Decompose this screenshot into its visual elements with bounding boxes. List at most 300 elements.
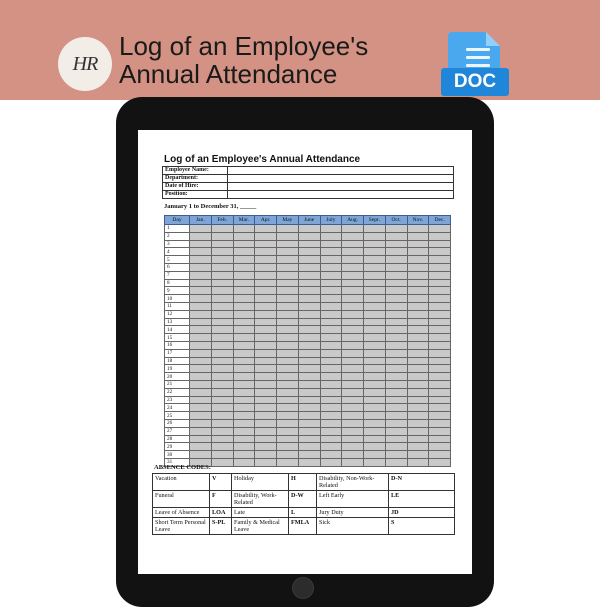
attendance-cell[interactable] [320, 380, 342, 388]
attendance-cell[interactable] [385, 458, 407, 466]
attendance-cell[interactable] [255, 412, 277, 420]
attendance-cell[interactable] [255, 435, 277, 443]
attendance-cell[interactable] [429, 232, 451, 240]
attendance-cell[interactable] [233, 287, 255, 295]
attendance-cell[interactable] [255, 302, 277, 310]
attendance-cell[interactable] [320, 263, 342, 271]
attendance-cell[interactable] [211, 419, 233, 427]
attendance-cell[interactable] [190, 365, 212, 373]
attendance-cell[interactable] [298, 248, 320, 256]
attendance-cell[interactable] [407, 380, 429, 388]
attendance-cell[interactable] [190, 295, 212, 303]
attendance-cell[interactable] [364, 451, 386, 459]
attendance-cell[interactable] [277, 427, 299, 435]
attendance-cell[interactable] [385, 326, 407, 334]
attendance-cell[interactable] [364, 248, 386, 256]
attendance-cell[interactable] [407, 451, 429, 459]
attendance-cell[interactable] [364, 404, 386, 412]
attendance-cell[interactable] [342, 248, 364, 256]
attendance-cell[interactable] [320, 225, 342, 233]
attendance-cell[interactable] [342, 225, 364, 233]
attendance-cell[interactable] [407, 404, 429, 412]
attendance-cell[interactable] [385, 341, 407, 349]
attendance-cell[interactable] [277, 458, 299, 466]
attendance-cell[interactable] [364, 443, 386, 451]
attendance-cell[interactable] [233, 419, 255, 427]
attendance-cell[interactable] [407, 318, 429, 326]
attendance-cell[interactable] [364, 287, 386, 295]
attendance-cell[interactable] [298, 341, 320, 349]
attendance-cell[interactable] [255, 271, 277, 279]
attendance-cell[interactable] [385, 357, 407, 365]
attendance-cell[interactable] [385, 248, 407, 256]
attendance-cell[interactable] [255, 419, 277, 427]
attendance-cell[interactable] [407, 334, 429, 342]
attendance-cell[interactable] [364, 357, 386, 365]
attendance-cell[interactable] [277, 295, 299, 303]
attendance-cell[interactable] [190, 388, 212, 396]
attendance-cell[interactable] [429, 341, 451, 349]
attendance-cell[interactable] [385, 451, 407, 459]
attendance-cell[interactable] [320, 326, 342, 334]
attendance-cell[interactable] [255, 248, 277, 256]
attendance-cell[interactable] [298, 318, 320, 326]
attendance-cell[interactable] [233, 271, 255, 279]
attendance-cell[interactable] [364, 349, 386, 357]
attendance-cell[interactable] [429, 263, 451, 271]
attendance-cell[interactable] [211, 427, 233, 435]
info-value-field[interactable] [228, 175, 454, 183]
attendance-cell[interactable] [342, 295, 364, 303]
attendance-cell[interactable] [277, 451, 299, 459]
attendance-cell[interactable] [211, 451, 233, 459]
attendance-cell[interactable] [190, 357, 212, 365]
attendance-cell[interactable] [342, 341, 364, 349]
attendance-cell[interactable] [429, 458, 451, 466]
attendance-cell[interactable] [429, 240, 451, 248]
attendance-cell[interactable] [255, 349, 277, 357]
attendance-cell[interactable] [211, 279, 233, 287]
attendance-cell[interactable] [190, 443, 212, 451]
attendance-cell[interactable] [364, 256, 386, 264]
attendance-cell[interactable] [385, 349, 407, 357]
attendance-cell[interactable] [320, 248, 342, 256]
attendance-cell[interactable] [385, 443, 407, 451]
attendance-cell[interactable] [342, 435, 364, 443]
attendance-cell[interactable] [407, 435, 429, 443]
attendance-cell[interactable] [320, 458, 342, 466]
attendance-cell[interactable] [298, 271, 320, 279]
attendance-cell[interactable] [233, 248, 255, 256]
attendance-cell[interactable] [385, 240, 407, 248]
attendance-cell[interactable] [320, 443, 342, 451]
attendance-cell[interactable] [211, 404, 233, 412]
attendance-cell[interactable] [407, 287, 429, 295]
attendance-cell[interactable] [342, 396, 364, 404]
attendance-cell[interactable] [342, 349, 364, 357]
attendance-cell[interactable] [277, 326, 299, 334]
attendance-cell[interactable] [211, 256, 233, 264]
attendance-cell[interactable] [255, 287, 277, 295]
attendance-cell[interactable] [298, 287, 320, 295]
attendance-cell[interactable] [407, 295, 429, 303]
attendance-cell[interactable] [364, 225, 386, 233]
attendance-cell[interactable] [342, 458, 364, 466]
attendance-cell[interactable] [298, 412, 320, 420]
attendance-cell[interactable] [298, 225, 320, 233]
attendance-cell[interactable] [364, 341, 386, 349]
attendance-cell[interactable] [429, 287, 451, 295]
attendance-cell[interactable] [211, 295, 233, 303]
attendance-cell[interactable] [255, 458, 277, 466]
attendance-cell[interactable] [211, 318, 233, 326]
attendance-cell[interactable] [255, 318, 277, 326]
attendance-cell[interactable] [364, 240, 386, 248]
attendance-cell[interactable] [211, 412, 233, 420]
attendance-cell[interactable] [211, 396, 233, 404]
attendance-cell[interactable] [429, 318, 451, 326]
attendance-cell[interactable] [255, 388, 277, 396]
attendance-cell[interactable] [255, 365, 277, 373]
attendance-cell[interactable] [190, 419, 212, 427]
attendance-cell[interactable] [190, 287, 212, 295]
attendance-cell[interactable] [190, 271, 212, 279]
attendance-cell[interactable] [429, 225, 451, 233]
attendance-cell[interactable] [320, 451, 342, 459]
attendance-cell[interactable] [298, 419, 320, 427]
attendance-cell[interactable] [298, 380, 320, 388]
attendance-cell[interactable] [298, 396, 320, 404]
attendance-cell[interactable] [277, 232, 299, 240]
attendance-cell[interactable] [385, 318, 407, 326]
attendance-cell[interactable] [407, 349, 429, 357]
attendance-cell[interactable] [277, 365, 299, 373]
attendance-cell[interactable] [233, 225, 255, 233]
attendance-cell[interactable] [429, 248, 451, 256]
attendance-cell[interactable] [342, 380, 364, 388]
attendance-cell[interactable] [298, 310, 320, 318]
attendance-cell[interactable] [255, 326, 277, 334]
attendance-cell[interactable] [407, 373, 429, 381]
attendance-cell[interactable] [233, 295, 255, 303]
attendance-cell[interactable] [255, 396, 277, 404]
attendance-cell[interactable] [190, 380, 212, 388]
attendance-cell[interactable] [407, 256, 429, 264]
attendance-cell[interactable] [320, 419, 342, 427]
attendance-cell[interactable] [211, 271, 233, 279]
attendance-cell[interactable] [255, 443, 277, 451]
attendance-cell[interactable] [385, 225, 407, 233]
attendance-cell[interactable] [429, 435, 451, 443]
attendance-cell[interactable] [298, 357, 320, 365]
attendance-cell[interactable] [211, 334, 233, 342]
attendance-cell[interactable] [364, 232, 386, 240]
attendance-cell[interactable] [255, 357, 277, 365]
attendance-cell[interactable] [233, 427, 255, 435]
attendance-cell[interactable] [277, 404, 299, 412]
attendance-cell[interactable] [211, 388, 233, 396]
attendance-cell[interactable] [407, 302, 429, 310]
attendance-cell[interactable] [211, 287, 233, 295]
attendance-cell[interactable] [364, 458, 386, 466]
attendance-cell[interactable] [385, 310, 407, 318]
attendance-cell[interactable] [364, 279, 386, 287]
attendance-cell[interactable] [342, 388, 364, 396]
attendance-cell[interactable] [233, 279, 255, 287]
attendance-cell[interactable] [407, 248, 429, 256]
attendance-cell[interactable] [211, 310, 233, 318]
attendance-cell[interactable] [429, 451, 451, 459]
attendance-cell[interactable] [342, 263, 364, 271]
attendance-cell[interactable] [298, 295, 320, 303]
attendance-cell[interactable] [277, 419, 299, 427]
attendance-cell[interactable] [320, 232, 342, 240]
attendance-cell[interactable] [364, 271, 386, 279]
attendance-cell[interactable] [233, 263, 255, 271]
attendance-cell[interactable] [277, 240, 299, 248]
attendance-cell[interactable] [342, 232, 364, 240]
attendance-cell[interactable] [255, 334, 277, 342]
attendance-cell[interactable] [233, 357, 255, 365]
attendance-cell[interactable] [255, 451, 277, 459]
attendance-cell[interactable] [407, 412, 429, 420]
info-value-field[interactable] [228, 183, 454, 191]
attendance-cell[interactable] [190, 225, 212, 233]
attendance-cell[interactable] [277, 263, 299, 271]
attendance-cell[interactable] [298, 232, 320, 240]
attendance-cell[interactable] [320, 240, 342, 248]
attendance-cell[interactable] [277, 341, 299, 349]
attendance-cell[interactable] [407, 225, 429, 233]
attendance-cell[interactable] [320, 287, 342, 295]
attendance-cell[interactable] [385, 427, 407, 435]
attendance-cell[interactable] [429, 279, 451, 287]
attendance-cell[interactable] [298, 404, 320, 412]
attendance-cell[interactable] [320, 388, 342, 396]
attendance-cell[interactable] [342, 334, 364, 342]
attendance-cell[interactable] [298, 349, 320, 357]
attendance-cell[interactable] [255, 373, 277, 381]
attendance-cell[interactable] [320, 310, 342, 318]
attendance-cell[interactable] [429, 373, 451, 381]
attendance-cell[interactable] [429, 349, 451, 357]
attendance-cell[interactable] [190, 310, 212, 318]
attendance-cell[interactable] [211, 365, 233, 373]
attendance-cell[interactable] [407, 310, 429, 318]
attendance-cell[interactable] [233, 256, 255, 264]
attendance-cell[interactable] [211, 357, 233, 365]
attendance-cell[interactable] [320, 302, 342, 310]
attendance-cell[interactable] [320, 279, 342, 287]
attendance-cell[interactable] [429, 271, 451, 279]
attendance-cell[interactable] [255, 295, 277, 303]
attendance-cell[interactable] [298, 373, 320, 381]
attendance-cell[interactable] [429, 326, 451, 334]
info-value-field[interactable] [228, 167, 454, 175]
attendance-cell[interactable] [298, 334, 320, 342]
attendance-cell[interactable] [407, 271, 429, 279]
attendance-cell[interactable] [190, 435, 212, 443]
attendance-cell[interactable] [385, 302, 407, 310]
attendance-cell[interactable] [407, 365, 429, 373]
attendance-cell[interactable] [429, 427, 451, 435]
attendance-cell[interactable] [320, 365, 342, 373]
attendance-cell[interactable] [385, 396, 407, 404]
attendance-cell[interactable] [190, 240, 212, 248]
attendance-cell[interactable] [190, 248, 212, 256]
attendance-cell[interactable] [364, 380, 386, 388]
attendance-cell[interactable] [211, 240, 233, 248]
attendance-cell[interactable] [385, 263, 407, 271]
attendance-cell[interactable] [429, 412, 451, 420]
attendance-cell[interactable] [342, 318, 364, 326]
attendance-cell[interactable] [385, 232, 407, 240]
attendance-cell[interactable] [364, 295, 386, 303]
attendance-cell[interactable] [320, 427, 342, 435]
attendance-cell[interactable] [233, 326, 255, 334]
attendance-cell[interactable] [429, 302, 451, 310]
attendance-cell[interactable] [298, 388, 320, 396]
attendance-cell[interactable] [255, 341, 277, 349]
attendance-cell[interactable] [320, 349, 342, 357]
attendance-cell[interactable] [364, 435, 386, 443]
attendance-cell[interactable] [385, 380, 407, 388]
attendance-cell[interactable] [233, 396, 255, 404]
attendance-cell[interactable] [320, 318, 342, 326]
attendance-cell[interactable] [342, 451, 364, 459]
attendance-cell[interactable] [233, 443, 255, 451]
attendance-cell[interactable] [342, 427, 364, 435]
attendance-cell[interactable] [298, 279, 320, 287]
attendance-cell[interactable] [277, 279, 299, 287]
attendance-cell[interactable] [407, 263, 429, 271]
attendance-cell[interactable] [255, 263, 277, 271]
attendance-cell[interactable] [255, 256, 277, 264]
attendance-cell[interactable] [190, 412, 212, 420]
attendance-cell[interactable] [233, 318, 255, 326]
attendance-cell[interactable] [190, 263, 212, 271]
attendance-cell[interactable] [407, 419, 429, 427]
attendance-cell[interactable] [277, 443, 299, 451]
attendance-cell[interactable] [233, 310, 255, 318]
attendance-cell[interactable] [190, 373, 212, 381]
attendance-cell[interactable] [320, 341, 342, 349]
attendance-cell[interactable] [429, 357, 451, 365]
attendance-cell[interactable] [277, 225, 299, 233]
attendance-cell[interactable] [364, 388, 386, 396]
attendance-cell[interactable] [233, 341, 255, 349]
attendance-cell[interactable] [277, 373, 299, 381]
attendance-cell[interactable] [277, 287, 299, 295]
attendance-cell[interactable] [429, 365, 451, 373]
attendance-cell[interactable] [364, 373, 386, 381]
attendance-cell[interactable] [298, 443, 320, 451]
attendance-cell[interactable] [277, 256, 299, 264]
attendance-cell[interactable] [342, 419, 364, 427]
attendance-cell[interactable] [342, 326, 364, 334]
attendance-cell[interactable] [211, 443, 233, 451]
attendance-cell[interactable] [211, 326, 233, 334]
attendance-cell[interactable] [407, 396, 429, 404]
attendance-cell[interactable] [190, 256, 212, 264]
attendance-cell[interactable] [342, 240, 364, 248]
attendance-cell[interactable] [364, 326, 386, 334]
attendance-cell[interactable] [342, 271, 364, 279]
attendance-cell[interactable] [298, 427, 320, 435]
attendance-cell[interactable] [364, 427, 386, 435]
attendance-cell[interactable] [298, 326, 320, 334]
attendance-cell[interactable] [298, 365, 320, 373]
attendance-cell[interactable] [407, 279, 429, 287]
attendance-cell[interactable] [190, 396, 212, 404]
attendance-cell[interactable] [385, 279, 407, 287]
attendance-cell[interactable] [233, 349, 255, 357]
attendance-cell[interactable] [211, 302, 233, 310]
attendance-cell[interactable] [407, 458, 429, 466]
attendance-cell[interactable] [429, 443, 451, 451]
attendance-cell[interactable] [190, 279, 212, 287]
attendance-cell[interactable] [255, 380, 277, 388]
attendance-cell[interactable] [277, 248, 299, 256]
attendance-cell[interactable] [385, 419, 407, 427]
attendance-cell[interactable] [211, 341, 233, 349]
attendance-cell[interactable] [277, 396, 299, 404]
attendance-cell[interactable] [320, 334, 342, 342]
attendance-cell[interactable] [255, 427, 277, 435]
attendance-cell[interactable] [385, 388, 407, 396]
attendance-cell[interactable] [342, 357, 364, 365]
attendance-cell[interactable] [385, 295, 407, 303]
attendance-cell[interactable] [385, 404, 407, 412]
attendance-cell[interactable] [407, 326, 429, 334]
attendance-cell[interactable] [211, 380, 233, 388]
attendance-cell[interactable] [342, 256, 364, 264]
attendance-cell[interactable] [298, 302, 320, 310]
attendance-cell[interactable] [277, 318, 299, 326]
attendance-cell[interactable] [385, 373, 407, 381]
attendance-cell[interactable] [342, 287, 364, 295]
attendance-cell[interactable] [255, 404, 277, 412]
attendance-cell[interactable] [298, 240, 320, 248]
attendance-cell[interactable] [233, 404, 255, 412]
attendance-cell[interactable] [255, 310, 277, 318]
attendance-cell[interactable] [277, 380, 299, 388]
attendance-cell[interactable] [190, 349, 212, 357]
attendance-cell[interactable] [190, 404, 212, 412]
attendance-cell[interactable] [407, 232, 429, 240]
attendance-cell[interactable] [277, 388, 299, 396]
attendance-cell[interactable] [429, 310, 451, 318]
attendance-cell[interactable] [429, 256, 451, 264]
attendance-cell[interactable] [190, 232, 212, 240]
attendance-cell[interactable] [190, 427, 212, 435]
attendance-cell[interactable] [429, 419, 451, 427]
attendance-cell[interactable] [320, 271, 342, 279]
attendance-cell[interactable] [342, 365, 364, 373]
attendance-cell[interactable] [233, 373, 255, 381]
attendance-cell[interactable] [364, 365, 386, 373]
attendance-cell[interactable] [342, 302, 364, 310]
attendance-cell[interactable] [211, 435, 233, 443]
attendance-cell[interactable] [385, 287, 407, 295]
info-value-field[interactable] [228, 191, 454, 199]
attendance-cell[interactable] [298, 451, 320, 459]
attendance-cell[interactable] [342, 373, 364, 381]
attendance-cell[interactable] [233, 388, 255, 396]
attendance-cell[interactable] [320, 295, 342, 303]
attendance-cell[interactable] [190, 318, 212, 326]
attendance-cell[interactable] [233, 232, 255, 240]
